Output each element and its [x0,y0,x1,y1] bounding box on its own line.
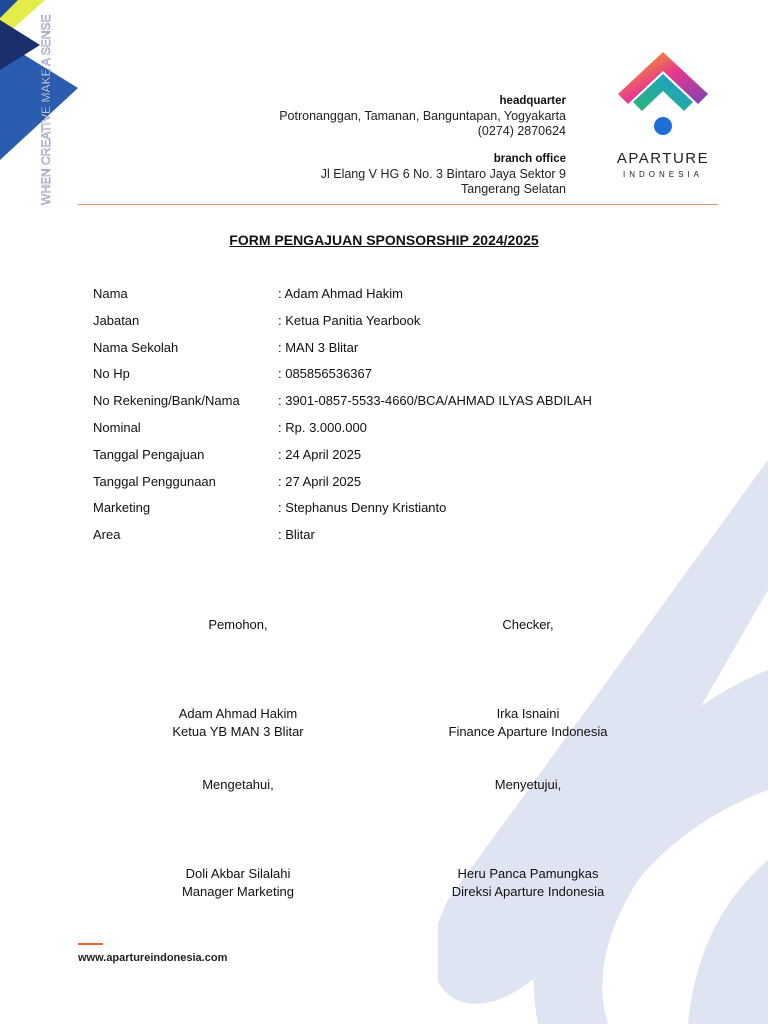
headquarter-phone: (0274) 2870624 [477,124,566,138]
field-label: Nama [93,286,128,301]
field-value: : 24 April 2025 [278,446,362,462]
signer-name: Heru Panca Pamungkas [457,866,599,881]
field-value: : Ketua Panitia Yearbook [278,312,421,328]
field-label: No Hp [93,366,130,382]
field-value: : 3901-0857-5533-4660/BCA/AHMAD ILYAS ABDILAH [278,393,592,409]
signer-title: Direksi Aparture Indonesia [451,884,605,899]
footer-accent-line [78,943,103,945]
signature-block-menyetujui [378,865,678,901]
signer-name: Irka Isnaini [496,706,560,721]
field-value: : Adam Ahmad Hakim [278,286,403,301]
field-value: : 27 April 2025 [278,473,362,489]
brand-name: APARTURE [616,150,710,167]
field-label: No Rekening/Bank/Nama [93,393,240,409]
corner-decoration [0,0,90,210]
signer-title: Manager Marketing [182,884,294,899]
header-divider [78,204,718,205]
field-label: Jabatan [93,312,140,328]
signature-block-checker [378,705,678,741]
signature-block-mengetahui [88,865,388,901]
footer-website[interactable]: www.apartureindonesia.com [78,952,228,964]
signer-name: Doli Akbar Silalahi [185,866,291,881]
field-label: Marketing [93,500,151,516]
field-label: Tanggal Penggunaan [93,473,216,489]
signature-role-mengetahui: Mengetahui, [202,777,274,792]
signature-role-pemohon: Pemohon, [208,617,268,632]
field-label: Tanggal Pengajuan [93,446,205,462]
branch-label: branch office [493,153,566,165]
field-value: : Stephanus Denny Kristianto [278,500,447,516]
side-slogan: WHEN CREATIVE MAKE A SENSE [39,14,53,205]
company-logo [608,44,718,184]
branch-block [321,152,566,197]
brand-subtitle: INDONESIA [622,170,703,179]
signature-role-checker: Checker, [502,617,554,632]
form-title: FORM PENGAJUAN SPONSORSHIP 2024/2025 [229,232,539,248]
headquarter-block [279,94,566,139]
headquarter-address: Potronanggan, Tamanan, Banguntapan, Yogyakarta [279,109,566,123]
field-label: Area [93,527,121,543]
signer-title: Ketua YB MAN 3 Blitar [172,724,304,739]
signer-name: Adam Ahmad Hakim [178,706,298,721]
signature-block-pemohon [88,705,388,741]
branch-address-line1: Jl Elang V HG 6 No. 3 Bintaro Jaya Sektor 9 [320,167,566,181]
headquarter-label: headquarter [499,95,566,107]
branch-address-line2: Tangerang Selatan [461,182,566,196]
field-label: Nominal [93,419,141,435]
signature-role-menyetujui: Menyetujui, [494,777,562,792]
field-value: : Blitar [278,527,315,543]
field-value: : MAN 3 Blitar [278,339,359,355]
logo-mark-icon [608,44,718,144]
field-label: Nama Sekolah [93,339,179,355]
field-value: : Rp. 3.000.000 [278,419,367,435]
field-value: : 085856536367 [278,366,372,382]
signer-title: Finance Aparture Indonesia [448,724,608,739]
